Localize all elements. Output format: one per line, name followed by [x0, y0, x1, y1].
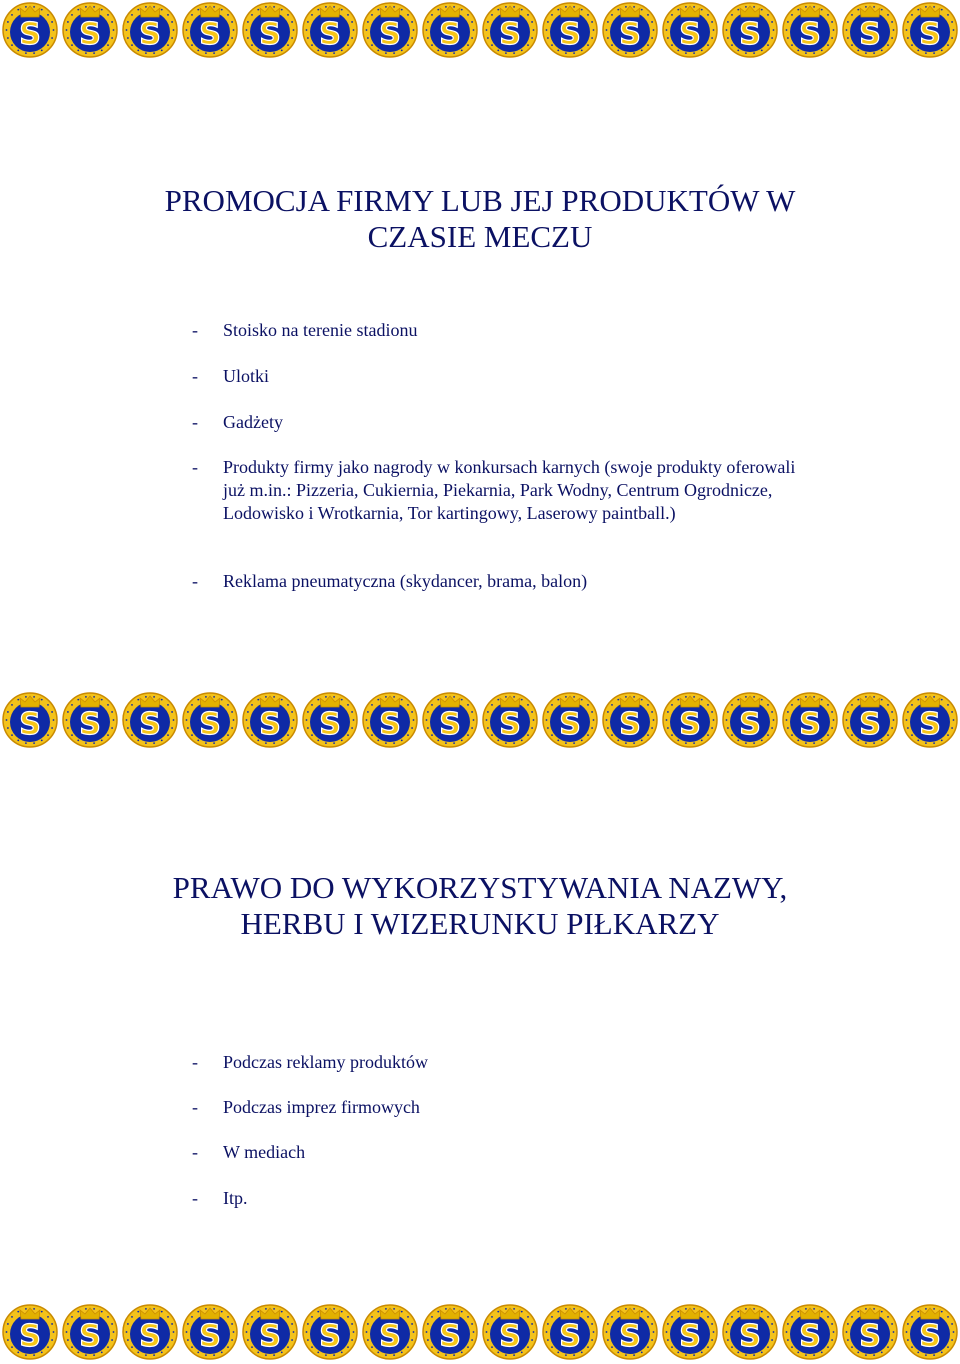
- svg-text:S: S: [379, 1319, 401, 1354]
- club-emblem-icon: [363, 3, 417, 57]
- logo-row-svg: [0, 0, 960, 60]
- bullet-dash: -: [192, 1142, 198, 1162]
- svg-text:S: S: [139, 17, 161, 52]
- svg-text:S: S: [559, 707, 581, 742]
- bullet-dash: -: [192, 571, 198, 591]
- club-emblem-icon: [663, 1305, 717, 1359]
- svg-text:S: S: [139, 1319, 161, 1354]
- club-emblem-icon: [483, 3, 537, 57]
- svg-text:S: S: [799, 707, 821, 742]
- svg-text:S: S: [439, 1319, 461, 1354]
- svg-text:S: S: [919, 17, 941, 52]
- club-emblem-icon: [723, 693, 777, 747]
- svg-text:S: S: [259, 1319, 281, 1354]
- list-item-text: Reklama pneumatyczna (skydancer, brama, balon): [223, 571, 588, 591]
- svg-text:S: S: [859, 707, 881, 742]
- club-emblem-icon: [123, 3, 177, 57]
- section1-title-line1: PROMOCJA FIRMY LUB JEJ PRODUKTÓW W: [164, 183, 796, 218]
- club-emblem-icon: [63, 3, 117, 57]
- svg-text:S: S: [19, 1319, 41, 1354]
- club-emblem-icon: [783, 3, 837, 57]
- svg-text:S: S: [19, 707, 41, 742]
- list-item-text: Gadżety: [223, 412, 283, 432]
- bullet-dash: -: [192, 320, 198, 340]
- svg-text:S: S: [319, 17, 341, 52]
- svg-text:S: S: [559, 17, 581, 52]
- svg-text:S: S: [739, 1319, 761, 1354]
- club-emblem-icon: [543, 693, 597, 747]
- svg-text:S: S: [919, 707, 941, 742]
- svg-text:S: S: [259, 707, 281, 742]
- svg-text:S: S: [439, 17, 461, 52]
- section2-title-line2: HERBU I WIZERUNKU PIŁKARZY: [240, 906, 720, 941]
- club-emblem-icon: [423, 693, 477, 747]
- club-emblem-icon: [903, 3, 957, 57]
- svg-text:S: S: [199, 1319, 221, 1354]
- club-emblem-icon: [483, 1305, 537, 1359]
- svg-text:S: S: [79, 17, 101, 52]
- svg-text:S: S: [619, 17, 641, 52]
- club-emblem-icon: [243, 3, 297, 57]
- club-emblem-icon: [183, 3, 237, 57]
- svg-text:S: S: [679, 707, 701, 742]
- club-emblem-icon: [783, 1305, 837, 1359]
- club-emblem-icon: [3, 1305, 57, 1359]
- club-emblem-icon: [363, 693, 417, 747]
- list-item-text: Stoisko na terenie stadionu: [223, 320, 418, 340]
- svg-text:S: S: [499, 707, 521, 742]
- bullet-dash: -: [192, 1097, 198, 1117]
- svg-text:S: S: [679, 17, 701, 52]
- club-emblem-icon: [483, 693, 537, 747]
- svg-text:S: S: [919, 1319, 941, 1354]
- svg-text:S: S: [319, 707, 341, 742]
- club-emblem-icon: [63, 693, 117, 747]
- club-emblem-icon: [543, 1305, 597, 1359]
- svg-text:S: S: [499, 17, 521, 52]
- list-item-text: Ulotki: [223, 366, 270, 386]
- club-emblem-icon: [243, 1305, 297, 1359]
- club-emblem-icon: [723, 3, 777, 57]
- section1-title-line2: CZASIE MECZU: [367, 219, 593, 254]
- svg-text:S: S: [379, 707, 401, 742]
- svg-text:S: S: [799, 1319, 821, 1354]
- club-emblem-icon: [543, 3, 597, 57]
- list-item-text: Produkty firmy jako nagrody w konkursach karnych (swoje produkty oferowali już m.in.: Pizzeria, Cukiernia, Piekarnia, Park Wodny, Centrum Ogrodnicze, Lodowisko i Wrotkarnia, Tor kartingowy, Laserowy paintball.): [223, 457, 796, 523]
- club-emblem-icon: [423, 3, 477, 57]
- club-emblem-icon: [423, 1305, 477, 1359]
- bullet-dash: -: [192, 1188, 198, 1208]
- svg-text:S: S: [319, 1319, 341, 1354]
- logo-row-middle: [0, 690, 960, 750]
- club-emblem-icon: [903, 1305, 957, 1359]
- logo-row-top: [0, 0, 960, 60]
- svg-text:S: S: [679, 1319, 701, 1354]
- club-emblem-icon: [3, 3, 57, 57]
- svg-text:S: S: [619, 1319, 641, 1354]
- svg-text:S: S: [739, 17, 761, 52]
- list-item-text: Itp.: [223, 1188, 248, 1208]
- list-item-text: Podczas reklamy produktów: [223, 1052, 428, 1072]
- section2-title-line1: PRAWO DO WYKORZYSTYWANIA NAZWY,: [172, 870, 788, 905]
- svg-text:S: S: [859, 17, 881, 52]
- club-emblem-icon: [843, 3, 897, 57]
- svg-text:S: S: [79, 1319, 101, 1354]
- club-emblem-icon: [123, 1305, 177, 1359]
- svg-text:S: S: [139, 707, 161, 742]
- section1-title: [0, 183, 960, 255]
- club-emblem-icon: [603, 693, 657, 747]
- club-emblem-icon: [903, 693, 957, 747]
- logo-row-bottom: [0, 1302, 960, 1362]
- club-emblem-icon: [243, 693, 297, 747]
- svg-text:S: S: [619, 707, 641, 742]
- svg-text:S: S: [799, 17, 821, 52]
- club-emblem-icon: [663, 3, 717, 57]
- club-emblem-icon: [63, 1305, 117, 1359]
- bullet-dash: -: [192, 457, 198, 477]
- club-emblem-icon: [783, 693, 837, 747]
- svg-text:S: S: [199, 17, 221, 52]
- club-emblem-icon: [363, 1305, 417, 1359]
- svg-text:S: S: [199, 707, 221, 742]
- svg-text:S: S: [739, 707, 761, 742]
- logo-row-svg: [0, 690, 960, 750]
- list-item-text: W mediach: [223, 1142, 306, 1162]
- bullet-dash: -: [192, 366, 198, 386]
- club-emblem-icon: [723, 1305, 777, 1359]
- svg-text:S: S: [379, 17, 401, 52]
- list-item-text: Podczas imprez firmowych: [223, 1097, 420, 1117]
- club-emblem-icon: [303, 1305, 357, 1359]
- club-emblem-icon: [843, 1305, 897, 1359]
- svg-text:S: S: [259, 17, 281, 52]
- club-emblem-icon: [123, 693, 177, 747]
- club-emblem-icon: [603, 3, 657, 57]
- club-emblem-icon: [183, 693, 237, 747]
- svg-text:S: S: [859, 1319, 881, 1354]
- svg-text:S: S: [559, 1319, 581, 1354]
- bullet-dash: -: [192, 1052, 198, 1072]
- club-emblem-icon: [303, 693, 357, 747]
- svg-text:S: S: [79, 707, 101, 742]
- svg-text:S: S: [499, 1319, 521, 1354]
- club-emblem-icon: [663, 693, 717, 747]
- svg-text:S: S: [439, 707, 461, 742]
- logo-row-svg: [0, 1302, 960, 1362]
- club-emblem-icon: [603, 1305, 657, 1359]
- bullet-dash: -: [192, 412, 198, 432]
- club-emblem-icon: [303, 3, 357, 57]
- section2-title: [0, 870, 960, 942]
- club-emblem-icon: [843, 693, 897, 747]
- svg-text:S: S: [19, 17, 41, 52]
- club-emblem-icon: [3, 693, 57, 747]
- club-emblem-icon: [183, 1305, 237, 1359]
